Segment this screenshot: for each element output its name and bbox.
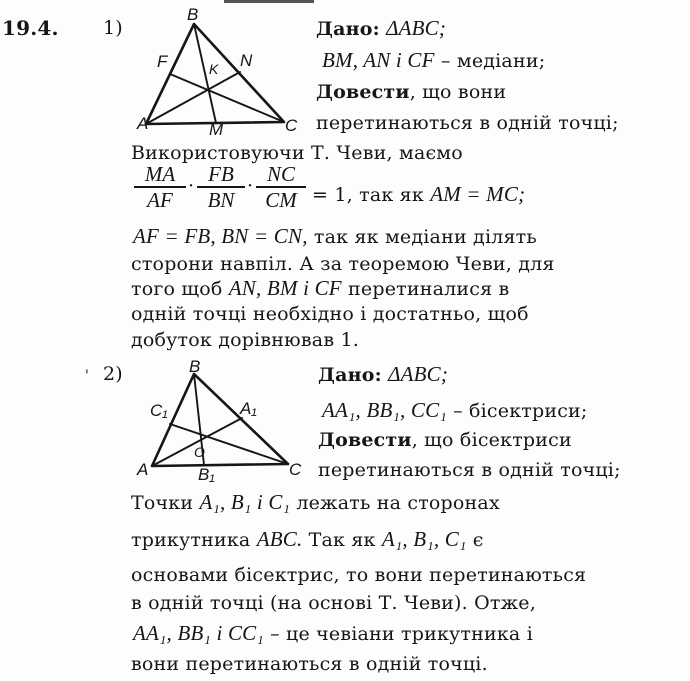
given-medians-line [322, 48, 545, 73]
median-cf [170, 74, 284, 122]
given-label: Дано: [316, 18, 380, 40]
ceva-intro-line: Використовуючи Т. Чеви, маємо [131, 142, 463, 164]
text-line-necessary: одній точці необхідно і достатньо, щоб [131, 303, 529, 325]
prove-line-1 [316, 80, 506, 104]
given-triangle: ΔABC; [386, 16, 447, 40]
points-line [131, 490, 500, 515]
since-names: A₁, B₁, C₁ [381, 527, 467, 551]
margin-mark: ' [85, 368, 89, 384]
vertex-label-c-2: C [289, 460, 302, 479]
bisector-cc1 [170, 424, 288, 464]
an-bm-cf-names: AN, BM і CF [228, 276, 342, 300]
fraction-1-numerator: MA [144, 162, 176, 186]
points-text: Точки [131, 492, 194, 514]
prove2-line-1 [318, 428, 572, 452]
vertex-label-c: C [285, 116, 298, 135]
ceva-product-equals [312, 182, 525, 207]
cevians-line [133, 621, 533, 646]
fraction-fb-bn [197, 163, 245, 211]
vertex-label-b-2: B [189, 357, 201, 376]
text-line-product: добуток дорівнював 1. [131, 329, 359, 351]
prove2-line-2: перетинаються в одній точці; [318, 459, 621, 481]
intersected-text: перетиналися в [341, 278, 510, 300]
triangle-word: трикутника [131, 529, 251, 551]
point-label-f: F [157, 52, 168, 71]
points-names: A₁, B₁ і C₁ [199, 490, 291, 514]
one-point-line: в одній точці (на основі Т. Чеви). Отже, [131, 592, 536, 614]
abc-name: ABC. [256, 527, 303, 551]
point-label-m: M [209, 120, 224, 139]
medians-divide-text: так як медіани ділять [307, 226, 537, 248]
fraction-nc-cm [256, 163, 306, 211]
prove2-label: Довести [318, 429, 412, 451]
given-bisectors-line [322, 398, 588, 423]
am-equals-mc: AM = MC; [430, 182, 526, 206]
vertex-label-b: B [187, 5, 199, 24]
text-line-in-order [131, 276, 509, 301]
text-line-halves: сторони навпіл. А за теоремою Чеви, для [131, 253, 555, 275]
problem-number: 19.4. [2, 16, 59, 40]
fraction-3-denominator: CM [265, 187, 297, 212]
cevians-names: AA₁, BB₁ і CC₁ [133, 621, 264, 645]
equal-segments-line [133, 224, 537, 249]
since-text: Так як [302, 529, 382, 551]
product-dot-2: · [247, 175, 254, 197]
point-label-b1: B₁ [198, 465, 215, 484]
so-as-text: так як [352, 184, 431, 206]
prove-line-2: перетинаються в одній точці; [316, 112, 619, 134]
are-text: є [466, 529, 484, 551]
given2-label: Дано: [318, 364, 382, 386]
given-line-1 [316, 16, 446, 41]
fraction-2-denominator: BN [207, 187, 235, 212]
bases-line: основами бісектрис, то вони перетинаються [131, 564, 587, 586]
vertex-label-a: A [137, 114, 149, 133]
prove2-rest: , що бісектриси [411, 429, 572, 451]
medians-rest: – медіани; [434, 50, 546, 72]
part2-label: 2) [103, 363, 123, 385]
bisectors-rest: – бісектриси; [446, 400, 588, 422]
prove-rest: , що вони [409, 81, 507, 103]
centroid-label-k: K [209, 61, 219, 77]
in-order-text: того щоб [131, 278, 223, 300]
fraction-2-numerator: FB [208, 162, 234, 186]
af-fb-bn-cn: AF = FB, BN = CN, [133, 224, 308, 248]
points-rest: лежать на сторонах [290, 492, 500, 514]
given2-line-1 [318, 362, 448, 387]
medians-names: BM, AN і CF [322, 48, 435, 72]
prove-label: Довести [316, 81, 410, 103]
incenter-label-o: O [194, 444, 205, 460]
triangle-abc-line [131, 527, 484, 552]
vertex-label-a-2: A [137, 460, 149, 479]
point-label-n: N [240, 51, 253, 70]
fraction-ma-af [134, 163, 186, 211]
bisectors-names: AA₁, BB₁, CC₁ [322, 398, 447, 422]
given2-triangle: ΔABC; [388, 362, 449, 386]
part1-label: 1) [103, 17, 123, 39]
point-label-c1: C₁ [150, 401, 168, 420]
point-label-a1: A₁ [240, 399, 257, 418]
final-line: вони перетинаються в одній точці. [131, 653, 488, 675]
cevians-rest: – це чевіани трикутника і [263, 623, 533, 645]
product-dot-1: · [188, 175, 195, 197]
equals-one: = 1, [312, 184, 353, 206]
fraction-1-denominator: AF [147, 187, 173, 212]
triangle-abc-outline-2 [152, 374, 288, 466]
fraction-3-numerator: NC [266, 162, 295, 186]
